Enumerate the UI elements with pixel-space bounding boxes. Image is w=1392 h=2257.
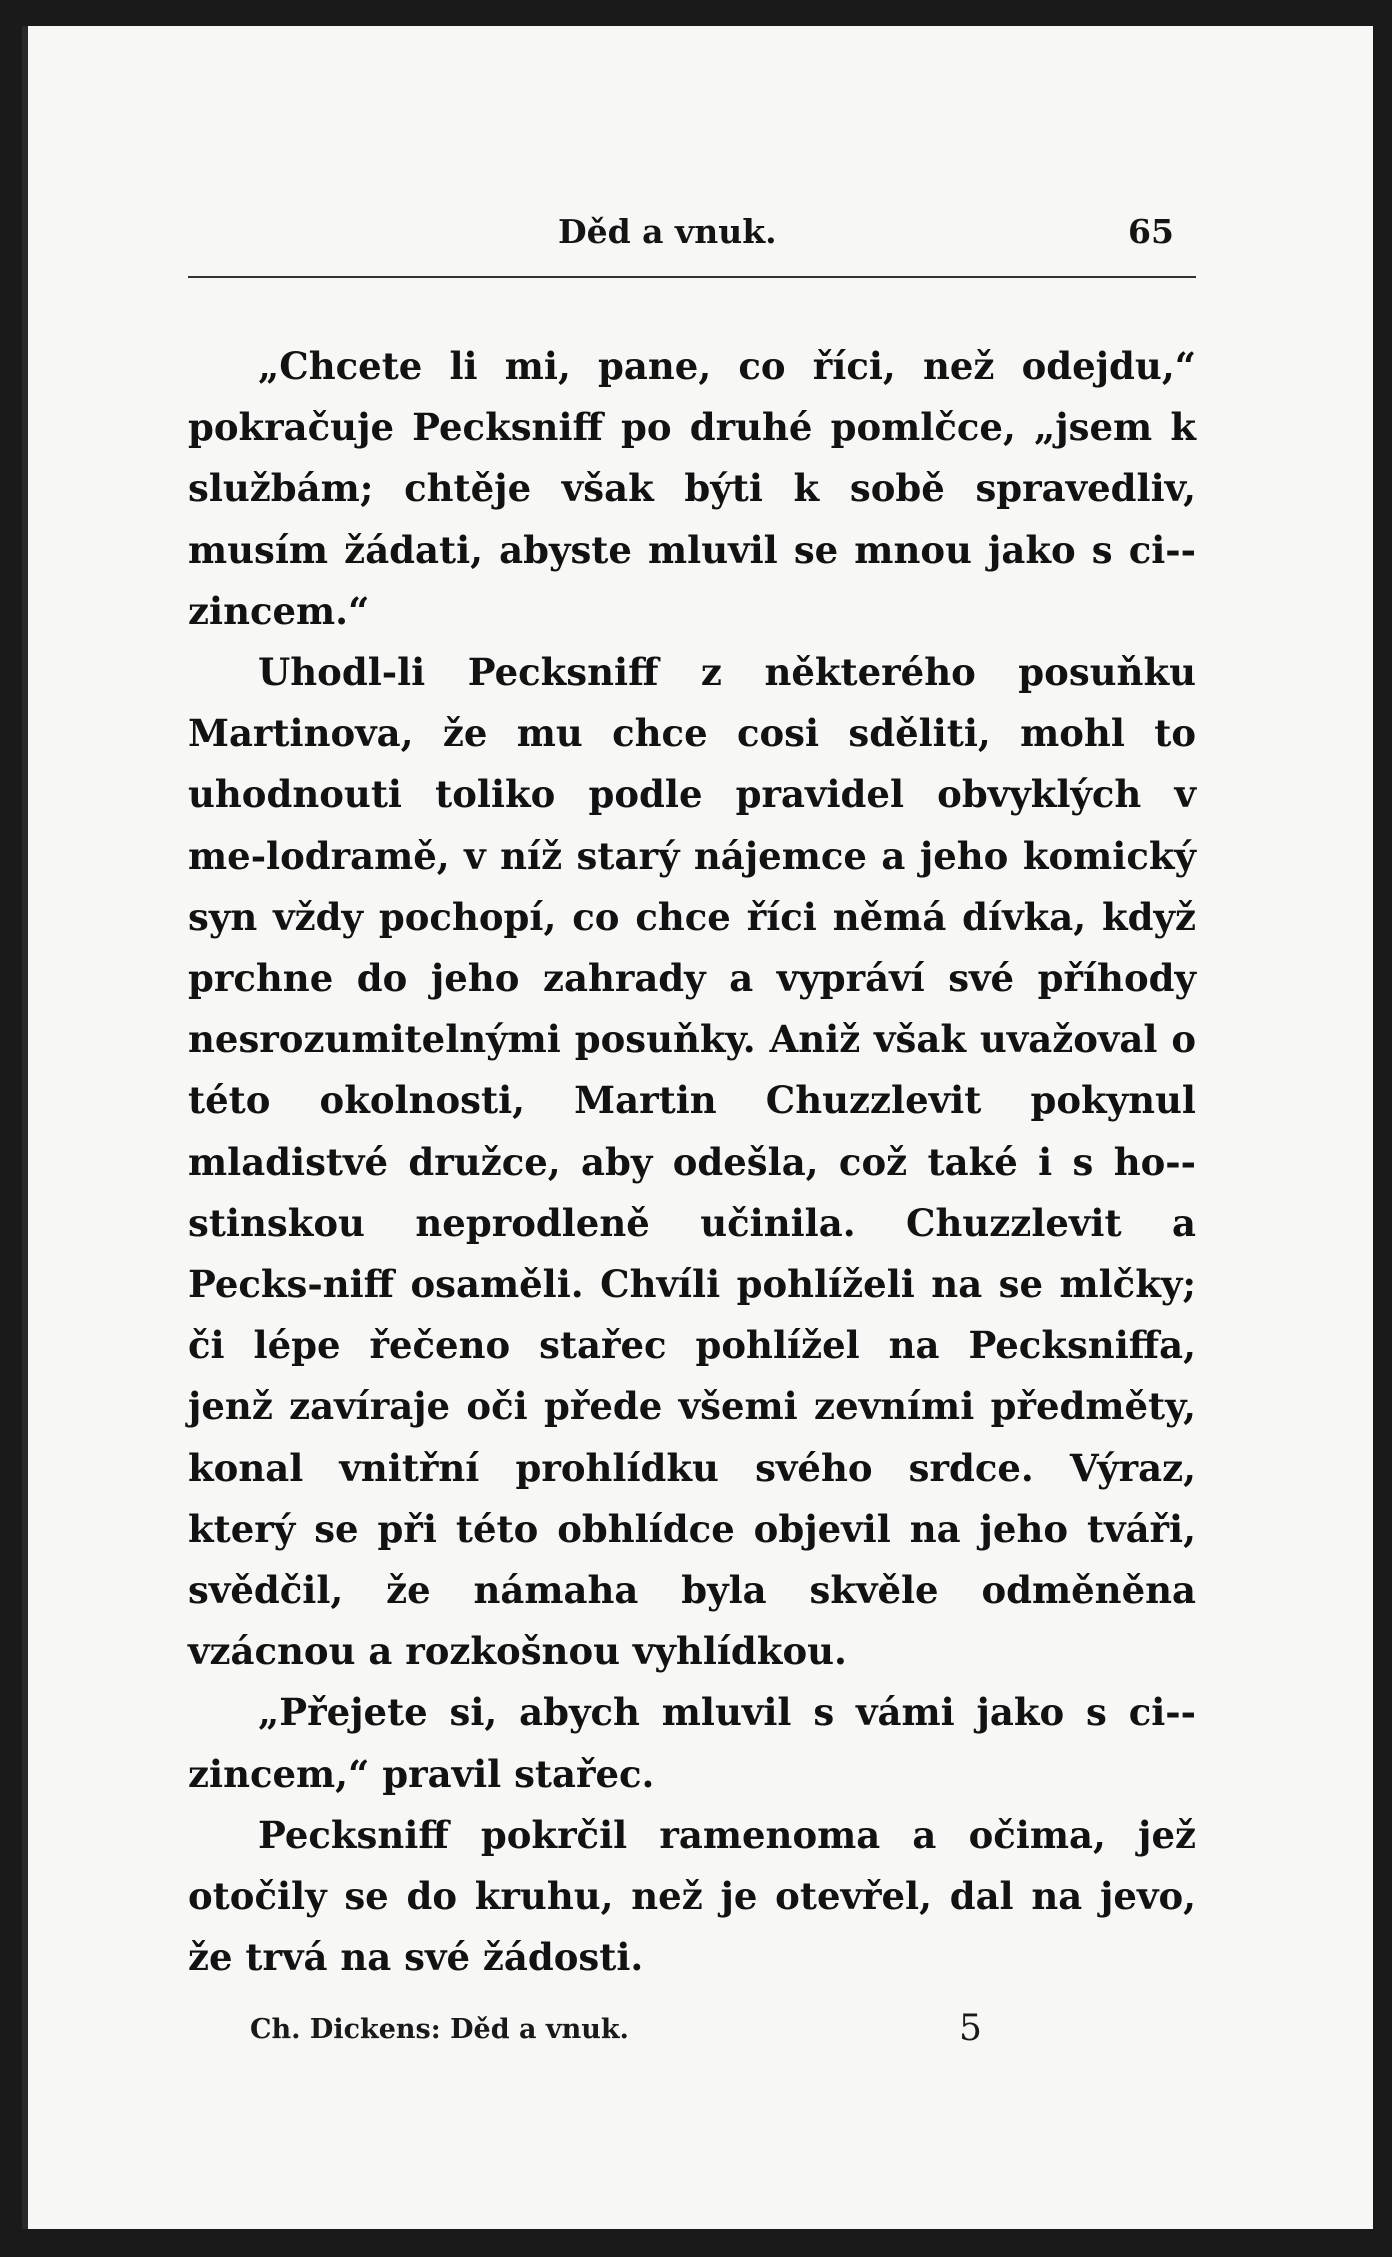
paragraph-3: „Přejete si, abych mluvil s vámi jako s ci-zincem,“ pravil stařec. [188, 1690, 1196, 1796]
book-page [22, 26, 1373, 2229]
sheet-number: 5 [959, 2008, 982, 2049]
paragraph-4: Pecksniff pokrčil ramenoma a očima, jež otočily se do kruhu, než je otevřel, dal na jevo, že trvá na své žádosti. [188, 1812, 1196, 1980]
paragraph-2: Uhodl-li Pecksniff z některého posuňku Martinova, že mu chce cosi sděliti, mohl to uhodnouti toliko podle pravidel obvyklých v me-lodramě, v níž starý nájemce a jeho komický syn vždy pochopí, co chce říci němá dívka, když prchne do jeho zahrady a vypráví své příhody nesrozumitelnými posuňky. Aniž však uvažoval o této okolnosti, Martin Chuzzlevit pokynul mladistvé družce, aby odešla, což také i s ho-stinskou neprodleně učinila. Chuzzlevit a Pecks-niff osaměli. Chvíli pohlíželi na se mlčky; či lépe řečeno stařec pohlížel na Pecksniffa, jenž zavíraje oči přede všemi zevními předměty, konal vnitřní prohlídku svého srdce. Výraz, který se při této obhlídce objevil na jeho tváři, svědčil, že námaha byla skvěle odměněna vzácnou a rozkošnou vyhlídkou. [188, 650, 1196, 1674]
footer-signature: Ch. Dickens: Děd a vnuk. [250, 2014, 629, 2045]
page-footer [28, 2008, 1373, 2054]
running-header [28, 212, 1373, 262]
paragraph-1: „Chcete li mi, pane, co říci, než odejdu,“ pokračuje Pecksniff po druhé pomlčce, „jsem k službám; chtěje však býti k sobě spravedliv, musím žádati, abyste mluvil se mnou jako s ci-zincem.“ [188, 344, 1196, 633]
running-title: Děd a vnuk. [558, 212, 777, 251]
body-text [188, 336, 1196, 1988]
header-rule [188, 276, 1196, 278]
page-number: 65 [1128, 212, 1174, 251]
